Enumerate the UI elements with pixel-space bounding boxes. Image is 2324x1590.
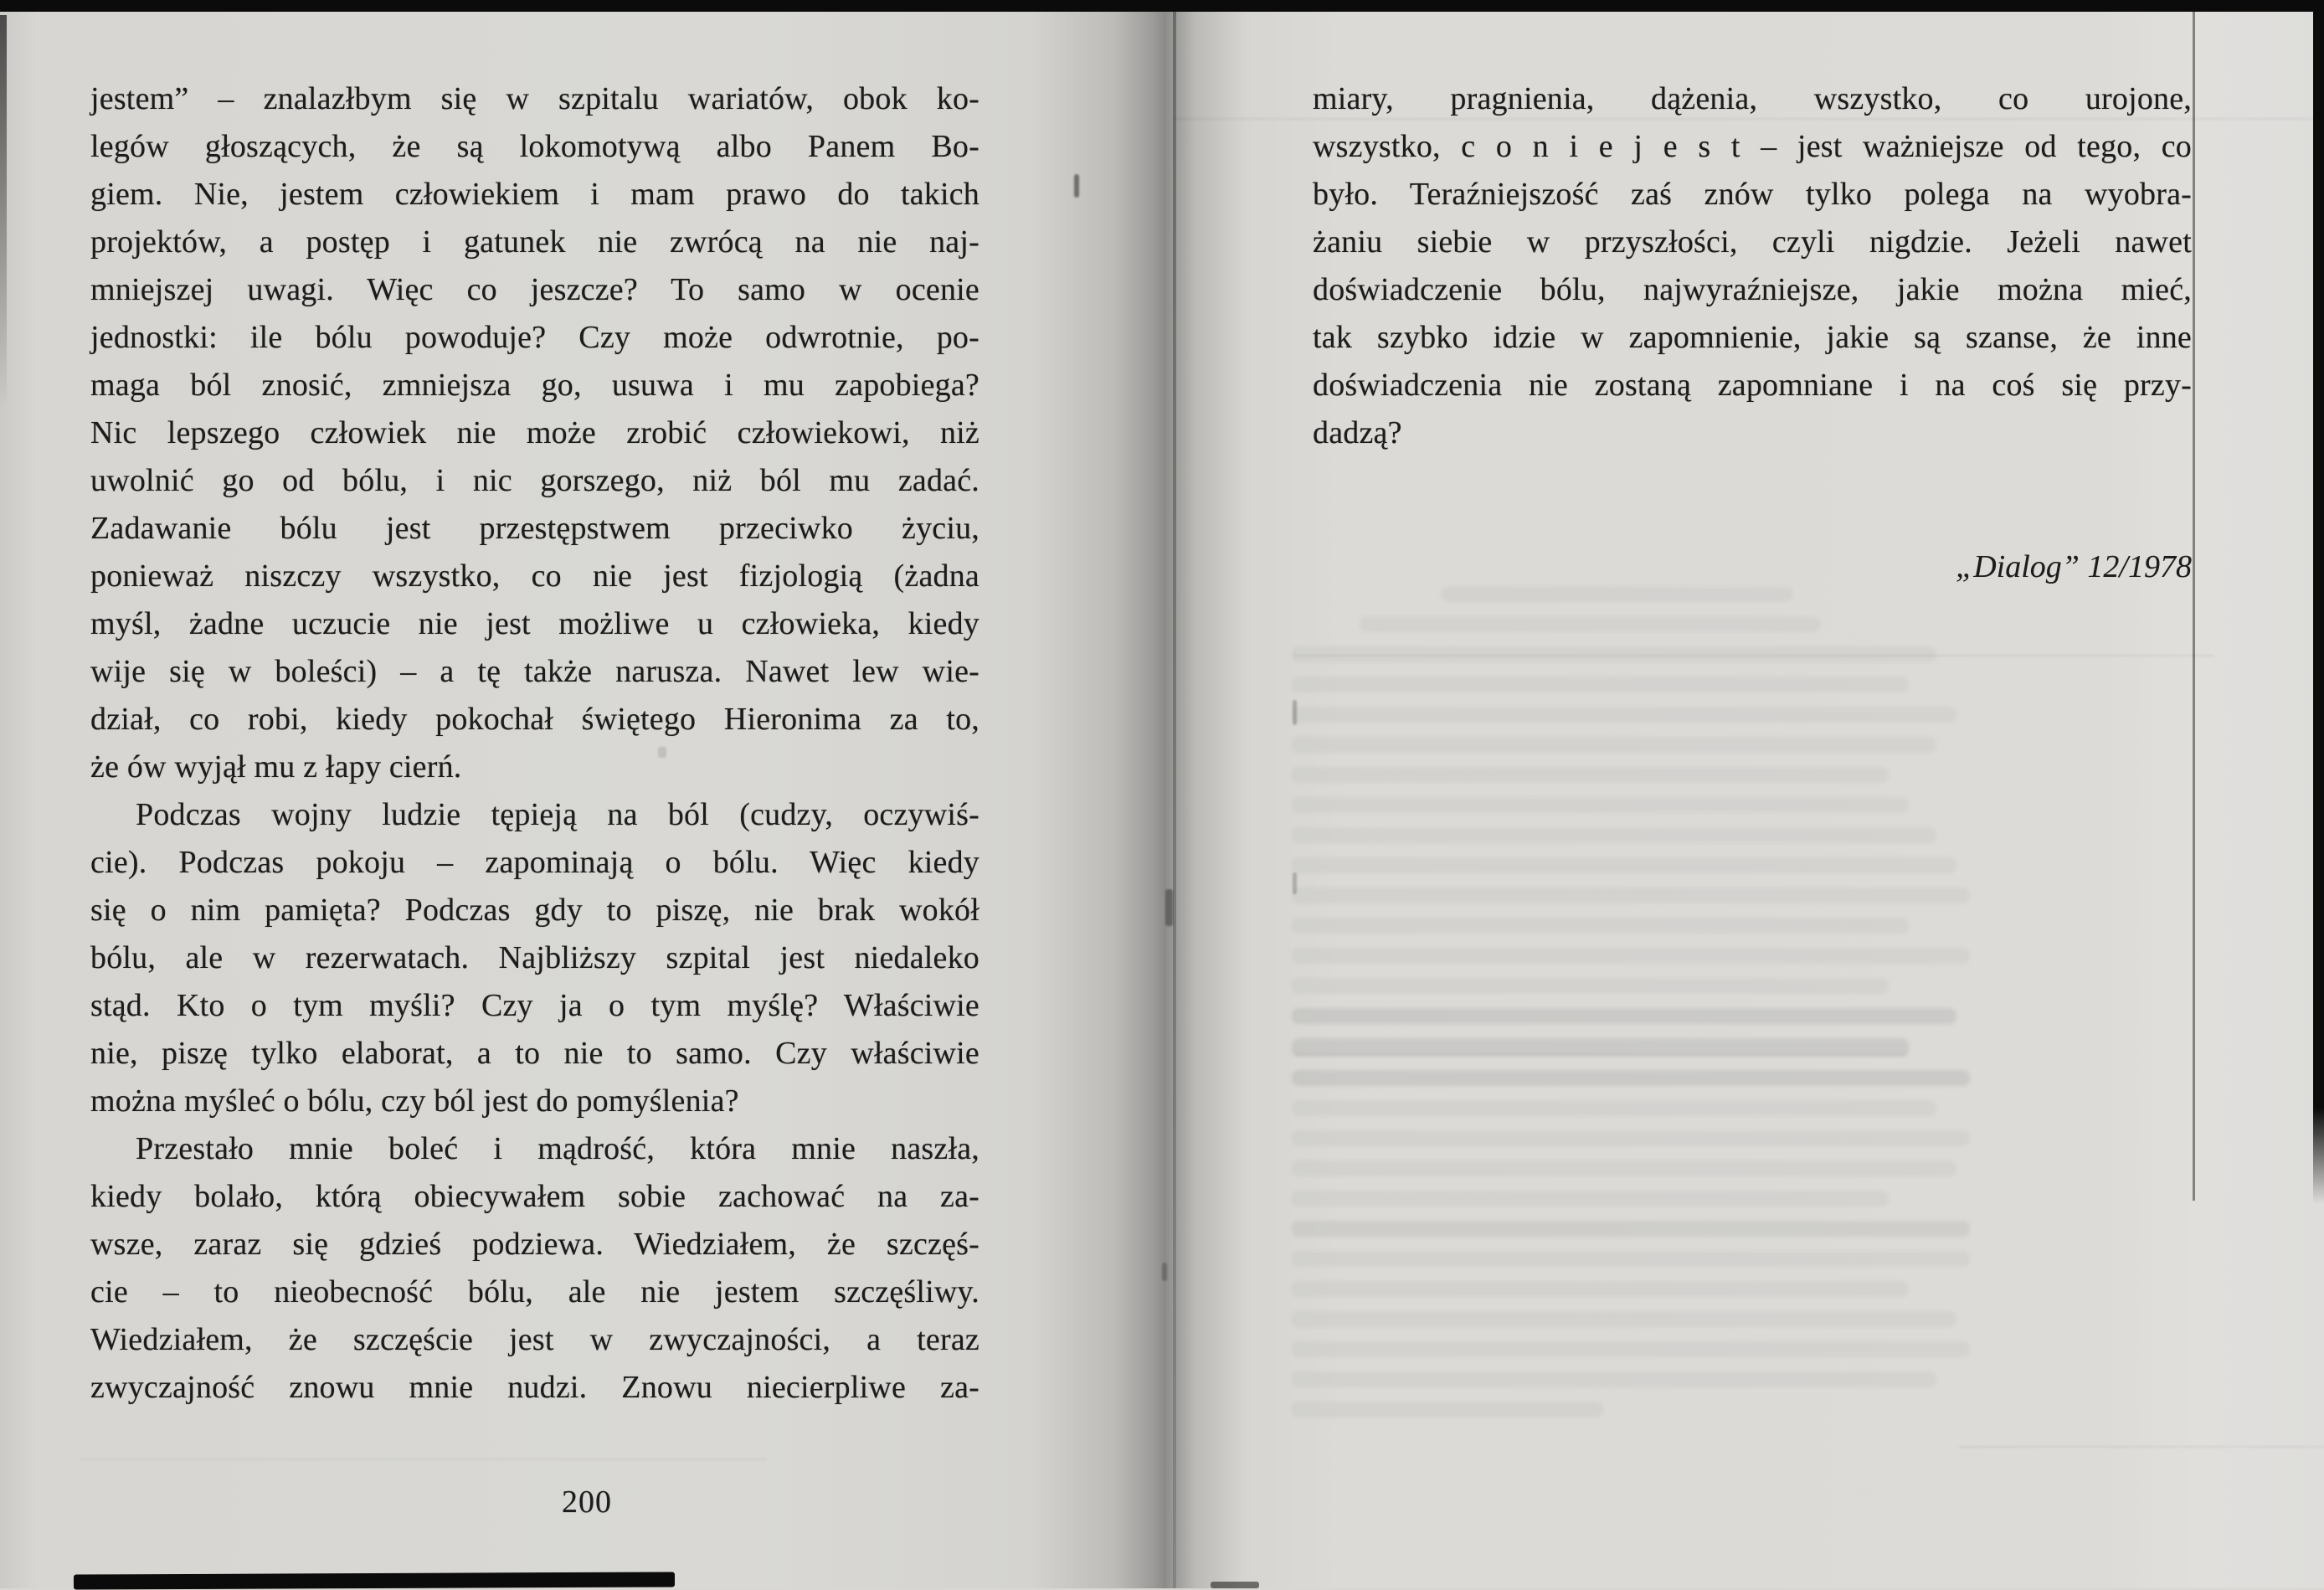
paper-crease (80, 1459, 767, 1460)
ghost-line (1292, 1251, 1970, 1267)
ghost-line (1292, 918, 1909, 934)
scan-artifact (1211, 1582, 1259, 1588)
ghost-line (1292, 797, 1909, 813)
text-line: Zadawanie bólu jest przestępstwem przeciwko życiu, (90, 511, 979, 546)
text-line: miary, pragnienia, dążenia, wszystko, co urojone, (1313, 81, 2192, 116)
ghost-line (1292, 737, 1936, 753)
text-line: Przestało mnie boleć i mądrość, która mnie naszła, (136, 1131, 979, 1166)
ghost-line (1292, 1008, 1956, 1024)
scan-edge-left (0, 15, 7, 409)
text-line: Wiedziałem, że szczęście jest w zwyczajności, a teraz (90, 1322, 979, 1357)
ghost-line (1292, 948, 1970, 964)
text-line: jednostki: ile bólu powoduje? Czy może odwrotnie, po- (90, 320, 979, 355)
scan-speck (1165, 889, 1173, 926)
text-line: ponieważ niszczy wszystko, co nie jest fizjologią (żadna (90, 558, 979, 594)
ghost-line (1292, 1191, 1889, 1207)
text-line: doświadczenie bólu, najwyraźniejsze, jakie można mieć, (1313, 272, 2192, 307)
text-line: tak szybko idzie w zapomnienie, jakie są szanse, że inne (1313, 320, 2192, 355)
text-line: było. Teraźniejszość zaś znów tylko polega na wyobra- (1313, 177, 2192, 212)
text-line: można myśleć o bólu, czy ból jest do pomyślenia? (90, 1083, 739, 1119)
ghost-line (1292, 888, 1970, 903)
ghost-line (1292, 1160, 1956, 1176)
page-fore-edge-line (2193, 12, 2195, 1201)
text-line: Podczas wojny ludzie tępieją na ból (cudzy, oczywiś- (136, 797, 979, 832)
scan-edge-top (0, 0, 2324, 12)
paper-crease (1293, 655, 2214, 656)
text-line: cie). Podczas pokoju – zapominają o bólu. Więc kiedy (90, 845, 979, 880)
ghost-line (1292, 707, 1956, 723)
right-page-text (1313, 75, 2192, 457)
ghost-line (1292, 857, 1956, 873)
ghost-line (1292, 767, 1889, 783)
scan-speck (658, 747, 666, 758)
text-line: wije się w boleści) – a tę także narusza. Nawet lew wie- (90, 654, 979, 689)
ghost-line (1292, 1311, 1956, 1327)
text-line: doświadczenia nie zostaną zapomniane i na coś się przy- (1313, 368, 2192, 403)
journal-attribution: „Dialog” 12/1978 (1956, 549, 2192, 584)
ghost-line (1292, 1100, 1936, 1116)
ghost-line (1292, 677, 1909, 692)
ghost-line (1292, 1130, 1970, 1146)
ghost-line (1292, 978, 1889, 994)
text-line: stąd. Kto o tym myśli? Czy ja o tym myślę? Właściwie (90, 988, 979, 1023)
text-line: Nic lepszego człowiek nie może zrobić człowiekowi, niż (90, 415, 979, 450)
text-line: wsze, zaraz się gdzieś podziewa. Wiedziałem, że szczęś- (90, 1227, 979, 1262)
text-line: mniejszej uwagi. Więc co jeszcze? To samo w ocenie (90, 272, 979, 307)
page-number: 200 (562, 1485, 612, 1520)
bleed-through-text (1292, 586, 1970, 1432)
text-line: jestem” – znalazłbym się w szpitalu wariatów, obok ko- (90, 81, 979, 116)
text-line: zwyczajność znowu mnie nudzi. Znowu niecierpliwe za- (90, 1370, 979, 1405)
ghost-line (1360, 616, 1821, 632)
paper-crease (1959, 1446, 2324, 1448)
text-line: wszystko, c o n i e j e s t – jest ważniejsze od tego, co (1313, 129, 2192, 164)
scan-edge-bottom (74, 1572, 675, 1589)
ghost-line (1292, 1341, 1970, 1357)
text-line: legów głoszących, że są lokomotywą albo Panem Bo- (90, 129, 979, 164)
text-line: nie, piszę tylko elaborat, a to nie to samo. Czy właściwie (90, 1036, 979, 1071)
text-line: się o nim pamięta? Podczas gdy to piszę, nie brak wokół (90, 893, 979, 928)
text-line: dział, co robi, kiedy pokochał świętego Hieronima za to, (90, 702, 979, 737)
left-page-text (90, 75, 979, 1412)
scan-speck (1074, 174, 1079, 198)
ghost-line (1441, 586, 1793, 602)
ghost-line (1292, 1281, 1909, 1297)
gutter-shadow (1173, 12, 1176, 1588)
paper-crease (1172, 118, 2324, 120)
right-page (1166, 0, 2324, 1588)
text-line: giem. Nie, jestem człowiekiem i mam prawo do takich (90, 177, 979, 212)
text-line: dadzą? (1313, 415, 1402, 450)
scan-speck (1293, 700, 1297, 725)
text-line: maga ból znosić, zmniejsza go, usuwa i mu zapobiega? (90, 368, 979, 403)
text-line: uwolnić go od bólu, i nic gorszego, niż ból mu zadać. (90, 463, 979, 498)
ghost-line (1292, 1402, 1604, 1418)
ghost-line (1292, 1371, 1936, 1387)
text-line: kiedy bolało, którą obiecywałem sobie zachować na za- (90, 1179, 979, 1214)
scan-speck (1162, 1263, 1167, 1281)
text-line: cie – to nieobecność bólu, ale nie jestem szczęśliwy. (90, 1274, 979, 1310)
ghost-line (1292, 1221, 1970, 1237)
ghost-line (1292, 827, 1936, 843)
scan-edge-right (2313, 0, 2324, 1204)
scan-speck (1293, 872, 1297, 894)
text-line: żaniu siebie w przyszłości, czyli nigdzie. Jeżeli nawet (1313, 224, 2192, 260)
text-line: że ów wyjął mu z łapy cierń. (90, 749, 462, 785)
ghost-line (1292, 1038, 1909, 1056)
text-line: myśl, żadne uczucie nie jest możliwe u człowieka, kiedy (90, 606, 979, 641)
text-line: projektów, a postęp i gatunek nie zwrócą na nie naj- (90, 224, 979, 260)
text-line: bólu, ale w rezerwatach. Najbliższy szpital jest niedaleko (90, 940, 979, 975)
ghost-line (1292, 1070, 1970, 1086)
